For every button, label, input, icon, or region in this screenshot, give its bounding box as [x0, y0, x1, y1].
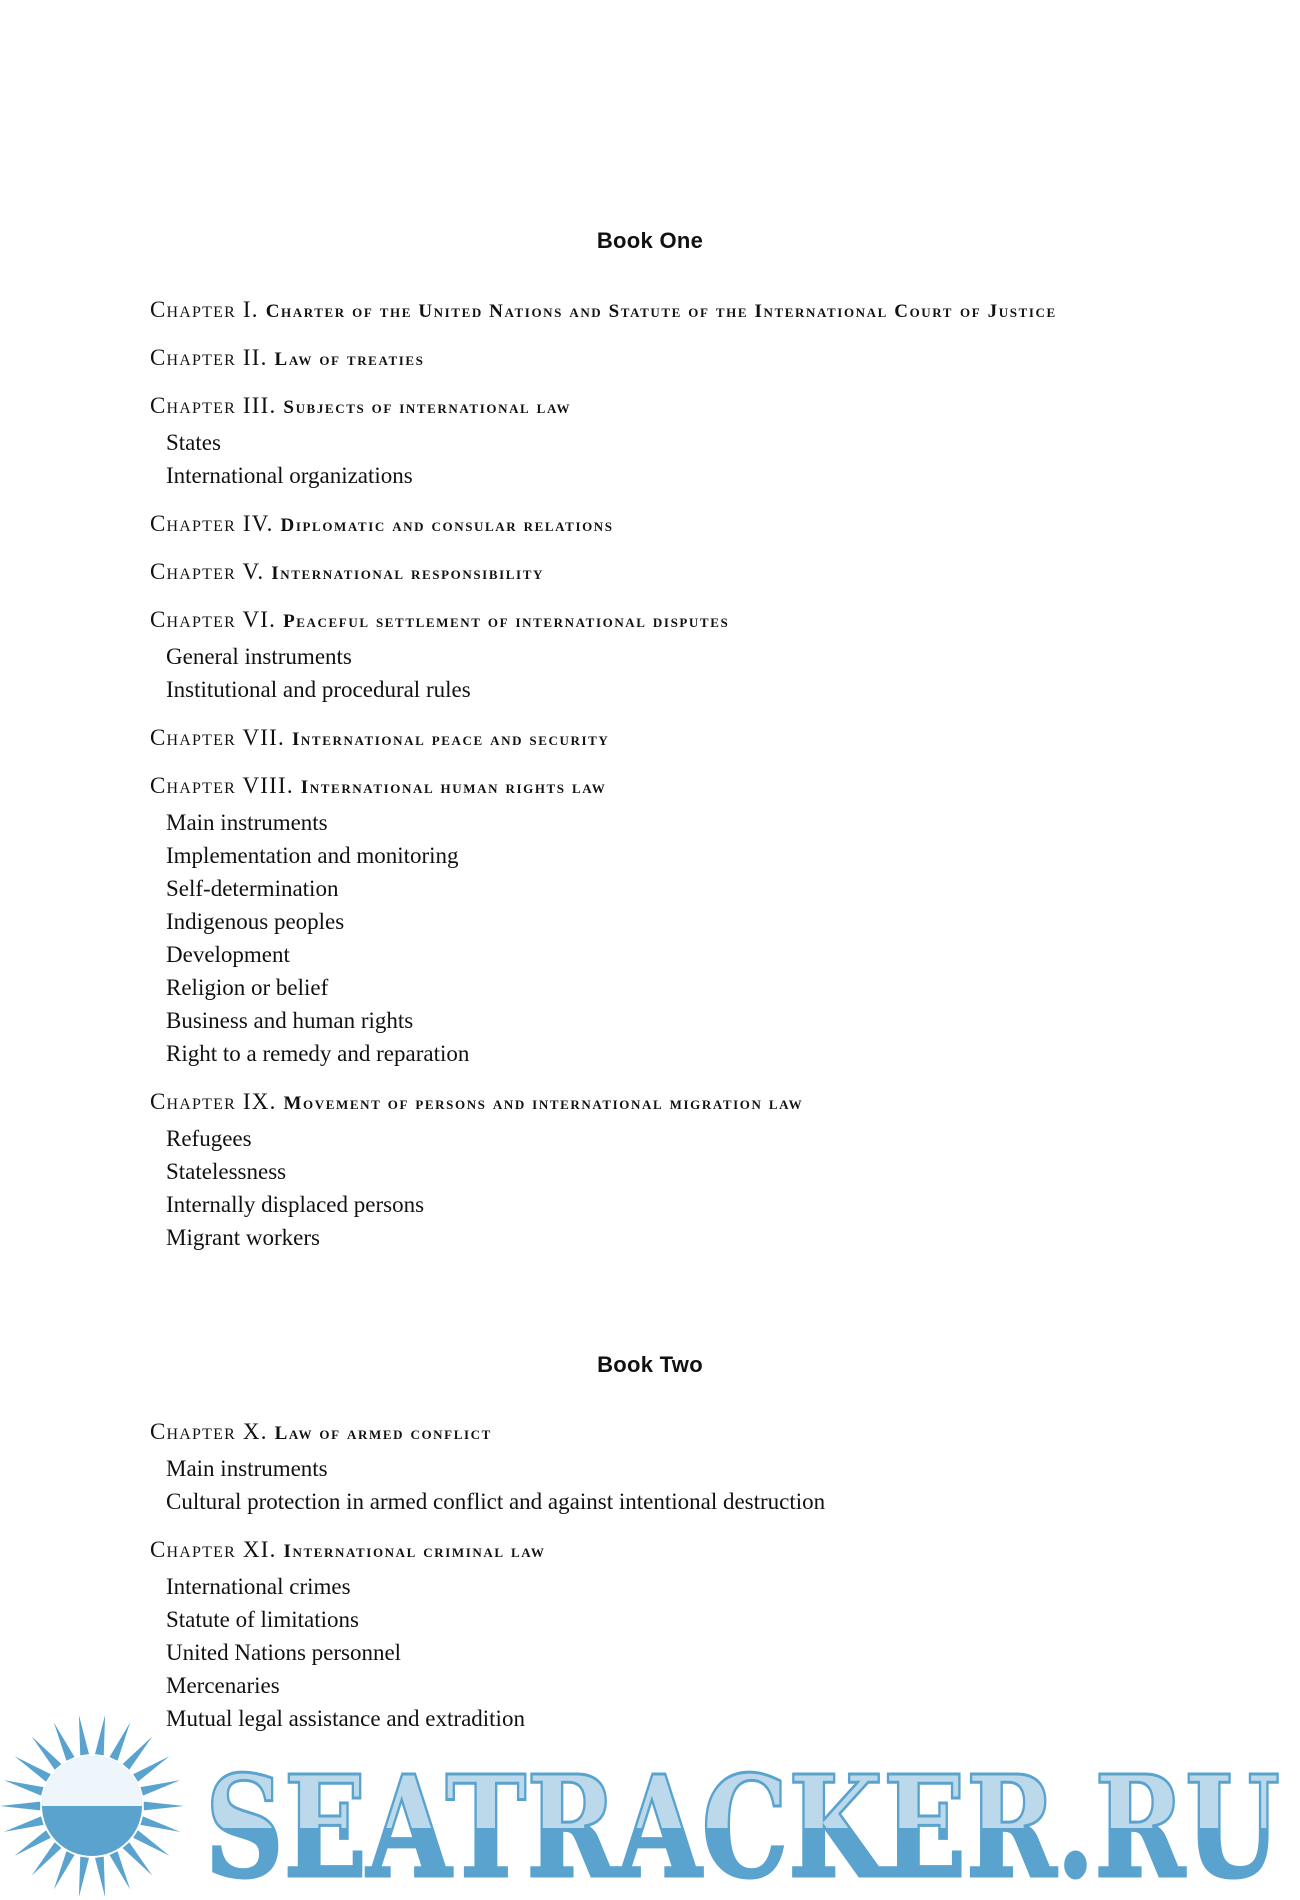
section-item: General instruments: [166, 644, 352, 669]
book-one-contents: [150, 296, 1150, 1272]
section-item: Statelessness: [166, 1159, 287, 1184]
chapter-title: Diplomatic and consular relations: [280, 515, 614, 536]
sun-ray: [15, 1830, 51, 1855]
book-two-heading: Book Two: [597, 1352, 703, 1377]
sun-ray: [123, 1842, 153, 1875]
section-item: Right to a remedy and reparation: [166, 1041, 470, 1066]
chapter-title: Movement of persons and international migration law: [283, 1093, 804, 1114]
chapter-heading: [150, 1088, 1150, 1118]
sun-ray: [140, 1780, 180, 1796]
chapter-title: International human rights law: [300, 777, 607, 798]
chapter-heading: [150, 1418, 1150, 1448]
chapter-heading: [150, 772, 1150, 802]
section-item: Cultural protection in armed conflict and against intentional destruction: [166, 1489, 826, 1514]
sun-ray: [15, 1756, 51, 1781]
sun-ray: [144, 1802, 184, 1811]
chapter-title: Subjects of international law: [283, 397, 572, 418]
chapter-number: Chapter II.: [150, 345, 268, 370]
chapter-heading: [150, 510, 1150, 540]
sun-ray: [110, 1722, 131, 1760]
sun-ray: [95, 1857, 105, 1897]
sun-ray: [32, 1736, 62, 1769]
chapter-heading: [150, 724, 1150, 754]
chapter-title: International responsibility: [271, 563, 544, 584]
section-item: Statute of limitations: [166, 1607, 359, 1632]
chapter-number: Chapter X.: [150, 1419, 268, 1444]
sun-ray: [54, 1722, 75, 1760]
sun-icon: [0, 1715, 184, 1897]
sun-ray: [79, 1857, 89, 1897]
chapter-section: [150, 1088, 1150, 1254]
section-item: Development: [166, 942, 290, 967]
section-item: Indigenous peoples: [166, 909, 345, 934]
chapter-number: Chapter IV.: [150, 511, 274, 536]
section-item: Main instruments: [166, 1456, 328, 1481]
chapter-number: Chapter I.: [150, 297, 259, 322]
watermark-text: SEATRACKER.RU: [205, 1746, 1280, 1900]
chapter-heading: [150, 606, 1150, 636]
chapter-heading: [150, 558, 1150, 588]
chapter-number: Chapter VI.: [150, 607, 277, 632]
section-item: Implementation and monitoring: [166, 843, 459, 868]
section-item: Self-determination: [166, 876, 339, 901]
section-item: Main instruments: [166, 810, 328, 835]
section-item: Business and human rights: [166, 1008, 414, 1033]
chapter-section: [150, 558, 1150, 588]
chapter-number: Chapter IX.: [150, 1089, 277, 1114]
chapter-title: Law of armed conflict: [274, 1423, 492, 1444]
chapter-title: Law of treaties: [274, 349, 425, 370]
chapter-section: [150, 772, 1150, 1070]
sun-ray: [133, 1756, 169, 1781]
section-item: Internally displaced persons: [166, 1192, 425, 1217]
section-item: United Nations personnel: [166, 1640, 402, 1665]
sun-ray: [95, 1715, 105, 1755]
chapter-section: [150, 296, 1150, 326]
sun-ray: [140, 1816, 180, 1832]
chapter-number: Chapter VII.: [150, 725, 285, 750]
chapter-number: Chapter VIII.: [150, 773, 294, 798]
chapter-heading: [150, 344, 1150, 374]
sun-ray: [32, 1842, 62, 1875]
sun-ray: [110, 1851, 131, 1889]
section-item: International organizations: [166, 463, 413, 488]
chapter-heading: [150, 1536, 1150, 1566]
chapter-title: International peace and security: [291, 729, 610, 750]
sun-ray: [4, 1780, 44, 1796]
sun-ray: [0, 1802, 40, 1811]
chapter-title-continuation: of Justice: [960, 301, 1057, 322]
sun-ray: [133, 1830, 169, 1855]
watermark-logo: [0, 1706, 1300, 1900]
section-item: Migrant workers: [166, 1225, 320, 1250]
sun-ray: [79, 1715, 89, 1755]
sun-ray: [4, 1816, 44, 1832]
section-item: Institutional and procedural rules: [166, 677, 471, 702]
chapter-section: [150, 510, 1150, 540]
sun-ray: [54, 1851, 75, 1889]
chapter-number: Chapter V.: [150, 559, 265, 584]
chapter-section: [150, 344, 1150, 374]
chapter-section: [150, 392, 1150, 492]
sun-ray: [123, 1736, 153, 1769]
chapter-title: International criminal law: [283, 1541, 546, 1562]
chapter-title: Charter of the United Nations and Statute of the International Court: [265, 301, 954, 322]
chapter-section: [150, 1418, 1150, 1518]
chapter-number: Chapter XI.: [150, 1537, 277, 1562]
section-item: Mutual legal assistance and extradition: [166, 1706, 525, 1731]
chapter-number: Chapter III.: [150, 393, 277, 418]
chapter-title: Peaceful settlement of international disputes: [283, 611, 730, 632]
section-item: States: [166, 430, 221, 455]
book-two-contents: [150, 1418, 1150, 1753]
section-item: International crimes: [166, 1574, 351, 1599]
chapter-heading: [150, 392, 1150, 422]
chapter-section: [150, 724, 1150, 754]
section-item: Mercenaries: [166, 1673, 280, 1698]
section-item: Refugees: [166, 1126, 252, 1151]
book-one-heading: Book One: [596, 228, 704, 253]
section-item: Religion or belief: [166, 975, 329, 1000]
chapter-section: [150, 606, 1150, 706]
chapter-heading: [150, 296, 1150, 326]
